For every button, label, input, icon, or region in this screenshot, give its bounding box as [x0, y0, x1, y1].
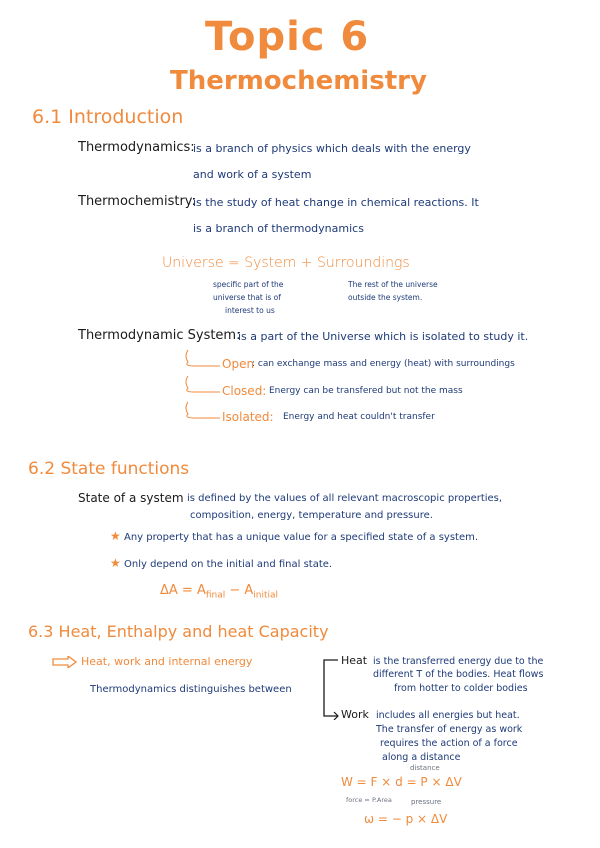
- thermodynamics-definition-line1: is a branch of physics which deals with the energy: [193, 142, 471, 155]
- work-definition-line2: The transfer of energy as work: [376, 724, 523, 735]
- section-heading-6-1: 6.1 Introduction: [32, 106, 184, 128]
- isolated-system-definition: Energy and heat couldn't transfer: [283, 412, 435, 422]
- eq-final-sub: final: [205, 590, 226, 601]
- eq-main: ΔA = A: [160, 583, 206, 598]
- state-function-equation: [160, 583, 278, 601]
- page-title: Topic 6: [205, 14, 370, 60]
- isolated-system-label: Isolated:: [222, 410, 274, 424]
- heat-definition-line2: different T of the bodies. Heat flows: [373, 669, 544, 680]
- surroundings-note-line1: The rest of the universe: [348, 280, 438, 289]
- distinguishes-text: Thermodynamics distinguishes between: [90, 684, 292, 695]
- system-types-brace-icon: [182, 348, 224, 424]
- state-definition-line1: is defined by the values of all relevant macroscopic properties,: [187, 493, 503, 504]
- universe-equation: Universe = System + Surroundings: [162, 255, 410, 271]
- open-system-definition: : can exchange mass and energy (heat) with surroundings: [252, 359, 515, 369]
- distance-annotation: distance: [410, 764, 440, 772]
- section-heading-6-3: 6.3 Heat, Enthalpy and heat Capacity: [28, 622, 329, 641]
- work-equation: W = F × d = P × ΔV: [341, 775, 462, 789]
- heat-work-bracket-icon: [318, 658, 342, 720]
- thermodynamic-system-term: Thermodynamic System:: [78, 328, 241, 343]
- state-of-system-term: State of a system: [78, 491, 184, 505]
- heat-term: Heat: [341, 654, 368, 667]
- pressure-annotation: pressure: [411, 798, 442, 806]
- heat-definition-line1: is the transferred energy due to the: [373, 656, 544, 667]
- thermochemistry-definition-line1: is the study of heat change in chemical reactions. It: [193, 196, 479, 209]
- work-definition-line4: along a distance: [382, 752, 461, 763]
- page-subtitle: Thermochemistry: [170, 66, 427, 96]
- surroundings-note-line2: outside the system.: [348, 293, 423, 302]
- heat-work-subheading: Heat, work and internal energy: [81, 655, 253, 668]
- work-definition-line3: requires the action of a force: [380, 738, 518, 749]
- eq-initial-sub: initial: [253, 590, 279, 601]
- eq-minus: − A: [225, 583, 254, 598]
- thermochemistry-term: Thermochemistry:: [78, 194, 196, 209]
- thermodynamic-system-definition: is a part of the Universe which is isolated to study it.: [238, 330, 529, 343]
- star-bullet-icon: ★: [110, 556, 121, 570]
- work-equation-2: ω = − p × ΔV: [364, 812, 448, 826]
- thermodynamics-definition-line2: and work of a system: [193, 168, 312, 181]
- heat-definition-line3: from hotter to colder bodies: [394, 683, 528, 694]
- force-annotation: force = P.Area: [346, 796, 392, 804]
- star-bullet-icon: ★: [110, 529, 121, 543]
- thermodynamics-term: Thermodynamics:: [78, 140, 195, 155]
- closed-system-label: Closed:: [222, 384, 267, 398]
- arrow-right-icon: [52, 656, 78, 668]
- closed-system-definition: Energy can be transfered but not the mass: [269, 386, 463, 396]
- state-bullet-1: Any property that has a unique value for a specified state of a system.: [124, 532, 479, 543]
- system-note-line1: specific part of the: [213, 280, 284, 289]
- state-definition-line2: composition, energy, temperature and pressure.: [190, 510, 433, 521]
- system-note-line2: universe that is of: [213, 293, 281, 302]
- state-bullet-2: Only depend on the initial and final state.: [124, 559, 333, 570]
- work-term: Work: [341, 708, 369, 721]
- thermochemistry-definition-line2: is a branch of thermodynamics: [193, 222, 364, 235]
- system-note-line3: interest to us: [225, 306, 275, 315]
- work-definition-line1: includes all energies but heat.: [376, 710, 520, 721]
- section-heading-6-2: 6.2 State functions: [28, 459, 190, 479]
- open-system-label: Open: [222, 357, 255, 371]
